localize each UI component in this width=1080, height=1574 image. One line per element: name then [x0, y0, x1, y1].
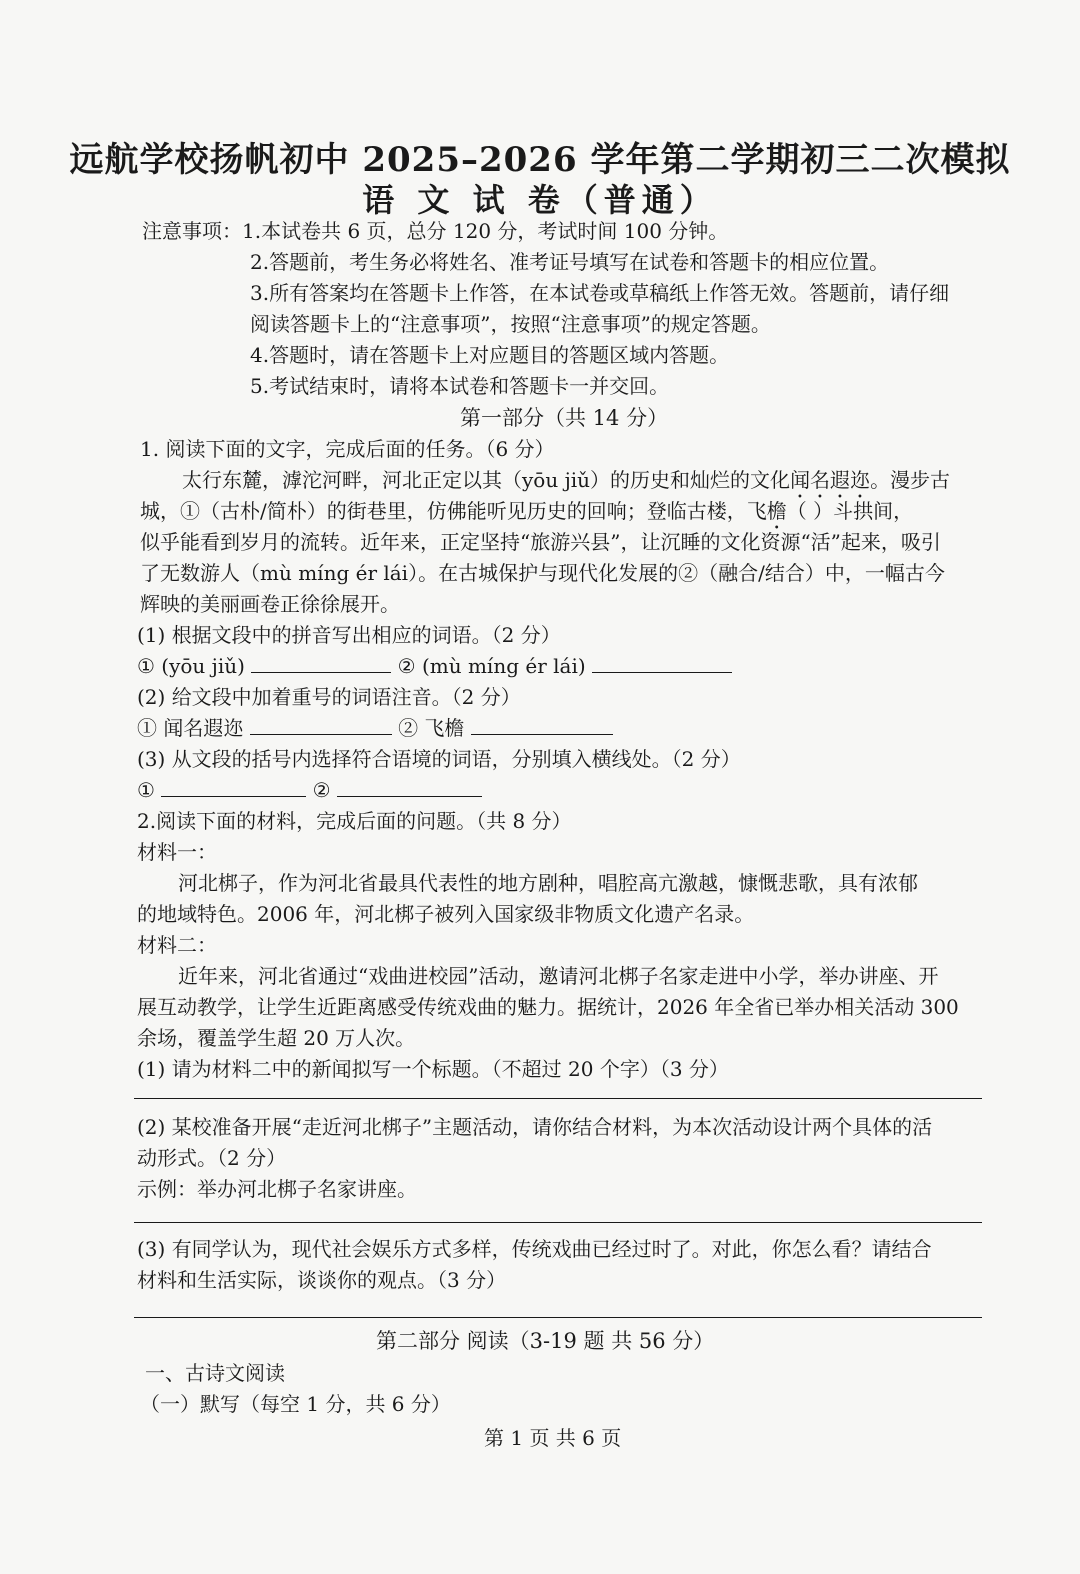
emphasis-word-2: 檐 [766, 499, 787, 523]
part1-heading: 第一部分（共 14 分） [460, 406, 669, 430]
part2-subsection-1: （一）默写（每空 1 分，共 6 分） [140, 1392, 451, 1416]
answer-blank[interactable] [250, 714, 392, 735]
answer-line[interactable] [134, 1222, 982, 1223]
answer-blank[interactable] [592, 652, 732, 673]
notes-line-1 [142, 216, 728, 246]
answer-blank[interactable] [251, 652, 391, 673]
q2-sub2-line-1: (2) 某校准备开展“走近河北梆子”主题活动，请你结合材料，为本次活动设计两个具体的活 [137, 1115, 933, 1139]
part2-heading: 第二部分 阅读（3-19 题 共 56 分） [376, 1329, 715, 1353]
material-1-line-2: 的地域特色。2006 年，河北梆子被列入国家级非物质文化遗产名录。 [137, 902, 755, 926]
q2-sub2-line-2: 动形式。（2 分） [137, 1146, 287, 1170]
emphasis-word-1: 闻名遐迩 [790, 468, 871, 492]
notes-item-4: 4.答题时，请在答题卡上对应题目的答题区域内答题。 [250, 343, 730, 367]
q1-sub3: (3) 从文段的括号内选择符合语境的词语，分别填入横线处。（2 分） [137, 747, 741, 771]
q1-sub1-a-label: ① (yōu jiǔ) [137, 654, 245, 678]
exam-title: 远航学校扬帆初中 2025–2026 学年第二学期初三二次模拟 [69, 140, 1011, 180]
q1-sub2-answers [137, 713, 613, 743]
exam-subtitle: 语 文 试 卷（普通） [362, 181, 718, 219]
answer-line[interactable] [134, 1317, 982, 1318]
q2-sub1: (1) 请为材料二中的新闻拟写一个标题。（不超过 20 个字）（3 分） [137, 1057, 729, 1081]
q1-sub3-a-label: ① [137, 778, 155, 802]
q1-sub3-b-label: ② [312, 778, 331, 802]
q1-passage-line-4: 了无数游人（mù míng ér lái）。在古城保护与现代化发展的②（融合/结合）中，一幅古今 [140, 561, 945, 585]
q1-passage-line-1: 太行东麓，滹沱河畔，河北正定以其（yōu jiǔ）的历史和灿烂的文化闻名遐迩。漫步古 [182, 468, 951, 492]
notes-label: 注意事项： [142, 219, 242, 243]
q1-stem: 1. 阅读下面的文字，完成后面的任务。（6 分） [140, 437, 555, 461]
material-2-line-1: 近年来，河北省通过“戏曲进校园”活动，邀请河北梆子名家走进中小学，举办讲座、开 [178, 964, 939, 988]
q1-sub1-answers [137, 651, 732, 681]
material-2-line-3: 余场，覆盖学生超 20 万人次。 [137, 1026, 416, 1050]
answer-line[interactable] [134, 1098, 982, 1099]
q1-sub3-answers [137, 775, 482, 805]
q2-sub3-line-2: 材料和生活实际，谈谈你的观点。（3 分） [137, 1268, 507, 1292]
page-footer: 第 1 页 共 6 页 [484, 1426, 622, 1450]
q1-passage-line-5: 辉映的美丽画卷正徐徐展开。 [140, 592, 400, 616]
q1-sub2-b-label: ② 飞檐 [398, 716, 465, 740]
answer-blank[interactable] [337, 776, 482, 797]
notes-item-3b: 阅读答题卡上的“注意事项”，按照“注意事项”的规定答题。 [250, 312, 771, 336]
q1-passage-line-3: 似乎能看到岁月的流转。近年来，正定坚持“旅游兴县”，让沉睡的文化资源“活”起来，吸引 [140, 530, 941, 554]
material-2-line-2: 展互动教学，让学生近距离感受传统戏曲的魅力。据统计，2026 年全省已举办相关活动 300 [137, 995, 959, 1019]
q1-sub1: (1) 根据文段中的拼音写出相应的词语。（2 分） [137, 623, 561, 647]
q1-sub1-b-label: ② (mù míng ér lái) [397, 654, 586, 678]
q2-example: 示例：举办河北梆子名家讲座。 [137, 1177, 417, 1201]
notes-item-1: 1.本试卷共 6 页，总分 120 分，考试时间 100 分钟。 [242, 219, 729, 243]
q1-passage-line-2: 城，①（古朴/简朴）的街巷里，仿佛能听见历史的回响；登临古楼，飞檐（ ）斗拱间， [140, 499, 914, 523]
notes-item-5: 5.考试结束时，请将本试卷和答题卡一并交回。 [250, 374, 670, 398]
q2-sub3-line-1: (3) 有同学认为，现代社会娱乐方式多样，传统戏曲已经过时了。对此，你怎么看？请结合 [137, 1237, 932, 1261]
answer-blank[interactable] [471, 714, 613, 735]
q1-sub2: (2) 给文段中加着重号的词语注音。（2 分） [137, 685, 521, 709]
material-1-label: 材料一： [137, 840, 217, 864]
answer-blank[interactable] [161, 776, 306, 797]
part2-section-1: 一、古诗文阅读 [145, 1361, 285, 1385]
q2-stem: 2.阅读下面的材料，完成后面的问题。（共 8 分） [137, 809, 572, 833]
q1-sub2-a-label: ① 闻名遐迩 [137, 716, 244, 740]
notes-item-2: 2.答题前，考生务必将姓名、准考证号填写在试卷和答题卡的相应位置。 [250, 250, 890, 274]
notes-item-3a: 3.所有答案均在答题卡上作答，在本试卷或草稿纸上作答无效。答题前，请仔细 [250, 281, 950, 305]
material-2-label: 材料二： [137, 933, 217, 957]
material-1-line-1: 河北梆子，作为河北省最具代表性的地方剧种，唱腔高亢激越，慷慨悲歌，具有浓郁 [178, 871, 918, 895]
